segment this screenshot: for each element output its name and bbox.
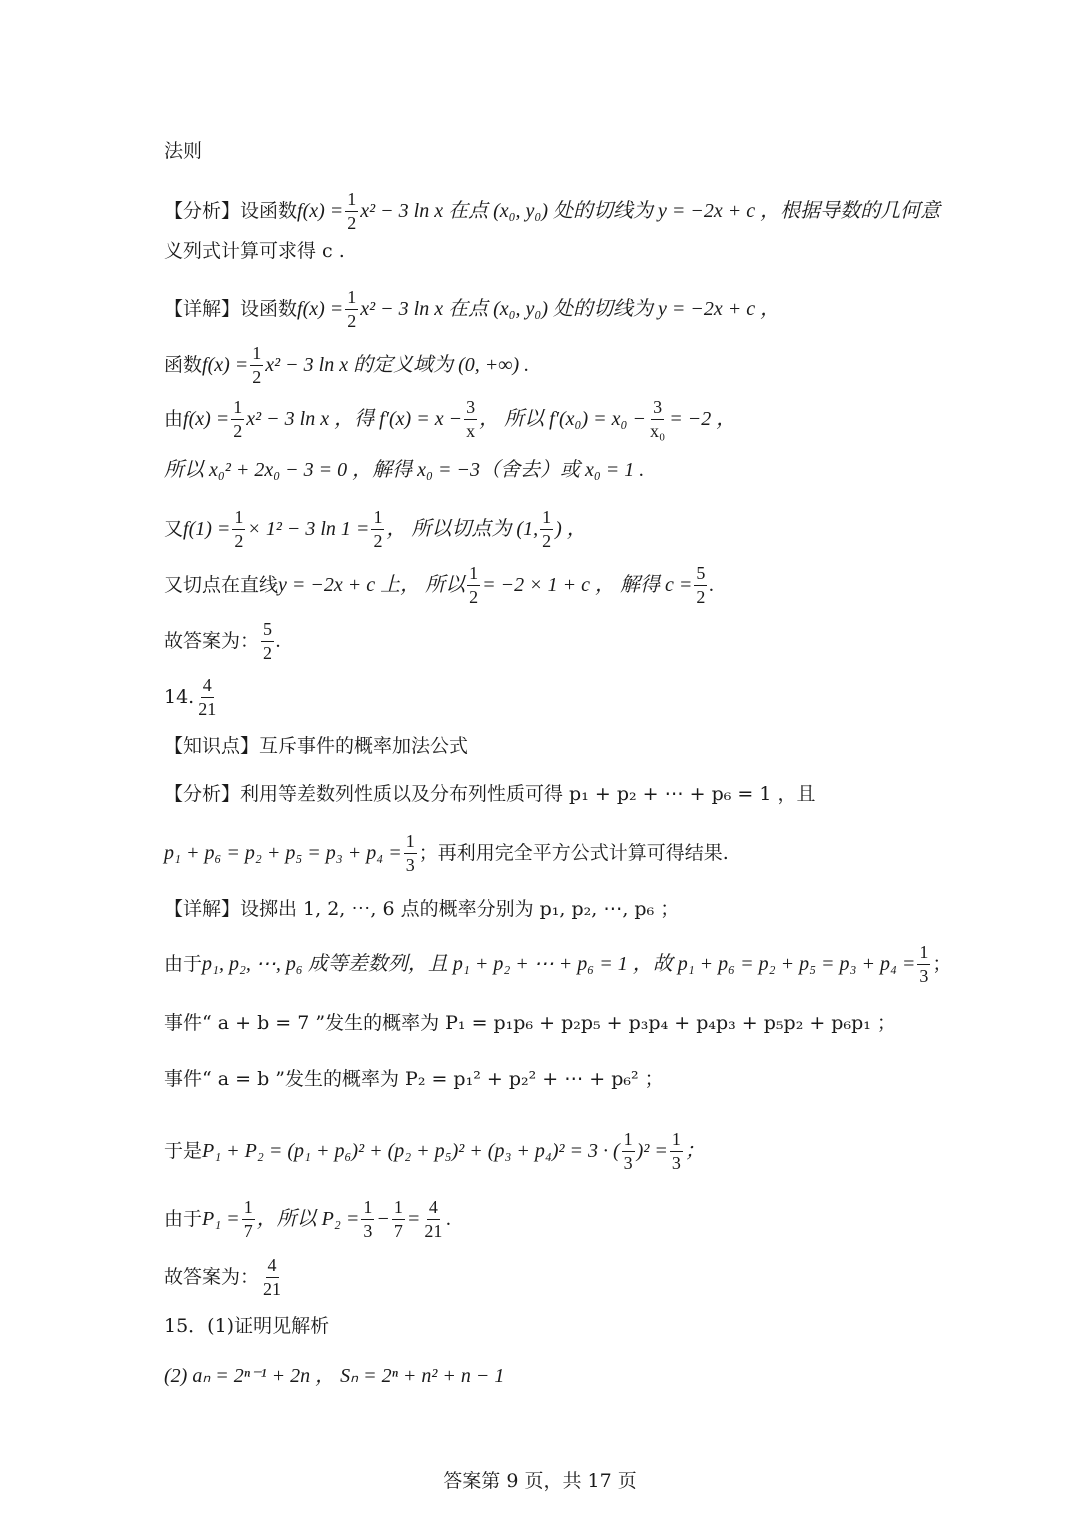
page-footer: 答案第 9 页，共 17 页 — [443, 1470, 637, 1492]
denominator: 2 — [234, 530, 244, 551]
denominator: 21 — [263, 1278, 282, 1299]
fraction — [464, 398, 477, 441]
formula: = −2 ， — [669, 408, 737, 431]
numerator: 5 — [694, 564, 707, 586]
question-15-line — [164, 1317, 960, 1336]
numerator: 1 — [231, 398, 244, 420]
formula: . — [446, 1208, 452, 1231]
text-line — [164, 737, 960, 756]
text: ；再利用完全平方公式计算可得结果. — [418, 841, 729, 864]
formula: . — [709, 574, 715, 597]
fraction — [467, 564, 480, 607]
formula: f(x) = — [202, 354, 249, 377]
numerator: 3 — [651, 398, 664, 420]
fraction — [622, 1130, 635, 1173]
fraction — [196, 676, 218, 719]
denominator: 2 — [347, 310, 357, 331]
denominator: 2 — [542, 530, 552, 551]
text: 故答案为： — [164, 629, 260, 652]
analysis-line — [164, 190, 960, 233]
numerator: 1 — [540, 508, 553, 530]
denominator: 2 — [252, 366, 262, 387]
text: ； — [932, 952, 952, 975]
formula: p₁, p₂, ⋯, p₆ 成等差数列，且 p₁ + p₂ + ⋯ + p₆ = 1 ，故 p₁ + p₆ = p₂ + p₅ = p₃ + p₄ = — [202, 953, 916, 976]
text-line — [164, 900, 960, 919]
fraction — [361, 1198, 374, 1241]
numerator: 1 — [917, 943, 930, 965]
denominator: x₀ — [649, 420, 666, 441]
denominator: x — [466, 420, 476, 441]
formula: f(x) = — [183, 408, 230, 431]
text: 故答案为： — [164, 1265, 260, 1288]
fraction — [694, 564, 707, 607]
numerator: 5 — [261, 620, 274, 642]
formula: P₁ + P₂ = (p₁ + p₆)² + (p₂ + p₅)² + (p₃ + p₄)² = 3 · ( — [202, 1140, 620, 1163]
formula: = — [406, 1208, 421, 1231]
text: 【详解】设掷出 1, 2, ⋯, 6 点的概率分别为 p₁, p₂, ⋯, p₆ ； — [164, 898, 680, 920]
fraction — [917, 943, 930, 986]
fraction — [250, 344, 263, 387]
formula: ，所以 P₂ = — [256, 1208, 360, 1231]
domain-line — [164, 344, 960, 387]
denominator: 2 — [373, 530, 383, 551]
formula: f(x) = — [297, 298, 344, 321]
text: 由于 — [164, 952, 203, 975]
formula: − — [376, 1208, 390, 1231]
sum-line — [164, 832, 960, 875]
numerator: 1 — [622, 1130, 635, 1152]
formula: ) ， — [555, 518, 587, 541]
fraction — [261, 1256, 283, 1299]
formula: ， 所以 f′(x₀) = x₀ − — [479, 408, 646, 431]
text: 由 — [164, 407, 184, 430]
text: 又切点在直线 — [164, 573, 279, 596]
formula: f(x) = — [297, 200, 344, 223]
tangent-point-line — [164, 508, 960, 551]
formula: ， 所以切点为 (1, — [386, 518, 539, 541]
denominator: 2 — [696, 586, 706, 607]
denominator: 3 — [623, 1152, 633, 1173]
formula: p₁ + p₆ = p₂ + p₅ = p₃ + p₄ = — [164, 842, 402, 865]
denominator: 3 — [405, 854, 415, 875]
denominator: 2 — [263, 642, 273, 663]
fraction — [404, 832, 417, 875]
sum-of-probabilities-line — [164, 1130, 960, 1173]
text: 义列式计算可求得 c . — [164, 240, 345, 262]
formula: . — [276, 630, 282, 653]
text-line — [164, 460, 960, 480]
numerator: 1 — [670, 1130, 683, 1152]
formula: x² − 3 ln x ，得 f′(x) = x − — [246, 408, 463, 431]
result-line — [164, 1198, 960, 1241]
numerator: 1 — [345, 288, 358, 310]
denominator: 7 — [393, 1220, 403, 1241]
fraction — [422, 1198, 444, 1241]
formula: x² − 3 ln x 在点 (x₀, y₀) 处的切线为 y = −2x + c ， — [360, 298, 781, 321]
fraction — [261, 620, 274, 663]
fraction — [345, 190, 358, 233]
answer-line — [164, 620, 960, 663]
text: 14. — [164, 685, 195, 708]
fraction — [648, 398, 667, 441]
answer-line — [164, 1256, 960, 1299]
detail-line — [164, 288, 960, 331]
text: 又 — [164, 517, 184, 540]
formula: )² = — [636, 1140, 668, 1163]
numerator: 1 — [361, 1198, 374, 1220]
numerator: 1 — [345, 190, 358, 212]
formula: × 1² − 3 ln 1 = — [247, 518, 370, 541]
denominator: 21 — [424, 1220, 443, 1241]
denominator: 3 — [671, 1152, 681, 1173]
fraction — [242, 1198, 255, 1241]
question-15-part2-line — [164, 1366, 960, 1386]
formula: f(1) = — [183, 518, 231, 541]
text-line — [164, 1014, 960, 1033]
denominator: 3 — [919, 965, 929, 986]
text: 于是 — [164, 1139, 203, 1162]
formula: ； — [684, 1140, 705, 1163]
solve-c-line — [164, 564, 960, 607]
fraction — [392, 1198, 405, 1241]
fraction — [345, 288, 358, 331]
denominator: 21 — [198, 698, 217, 719]
numerator: 1 — [404, 832, 417, 854]
text-line — [164, 142, 960, 161]
text-line — [164, 242, 960, 261]
numerator: 3 — [464, 398, 477, 420]
numerator: 1 — [232, 508, 245, 530]
formula: x² − 3 ln x 的定义域为 (0, +∞) . — [265, 354, 530, 377]
derivative-line — [164, 398, 960, 441]
text: 法则 — [164, 140, 203, 162]
denominator: 7 — [243, 1220, 253, 1241]
formula: y = −2x + c 上， 所以 — [278, 574, 466, 597]
text: 函数 — [164, 353, 203, 376]
numerator: 1 — [467, 564, 480, 586]
fraction — [371, 508, 384, 551]
text: 【分析】设函数 — [164, 199, 298, 222]
text: 事件“ a + b = 7 ”发生的概率为 P₁ = p₁p₆ + p₂p₅ + p₃p₄ + p₄p₃ + p₅p₂ + p₆p₁ ； — [164, 1012, 896, 1034]
numerator: 1 — [242, 1198, 255, 1220]
denominator: 2 — [233, 420, 243, 441]
numerator: 1 — [392, 1198, 405, 1220]
formula: x² − 3 ln x 在点 (x₀, y₀) 处的切线为 y = −2x + c ，根据导数的几何意 — [360, 200, 941, 223]
denominator: 3 — [363, 1220, 373, 1241]
text: 由于 — [164, 1207, 203, 1230]
denominator: 2 — [347, 212, 357, 233]
text: 【知识点】互斥事件的概率加法公式 — [164, 735, 469, 757]
numerator: 1 — [250, 344, 263, 366]
formula: 所以 x₀² + 2x₀ − 3 = 0 ，解得 x₀ = −3（舍去）或 x₀ = 1 . — [164, 459, 645, 481]
numerator: 4 — [201, 676, 214, 698]
fraction — [670, 1130, 683, 1173]
text: 【分析】利用等差数列性质以及分布列性质可得 p₁ + p₂ + ⋯ + p₆ = 1 ，且 — [164, 783, 816, 805]
fraction — [540, 508, 553, 551]
numerator: 4 — [266, 1256, 279, 1278]
formula: = −2 × 1 + c ， 解得 c = — [482, 574, 693, 597]
text: 15．(1)证明见解析 — [164, 1315, 330, 1337]
denominator: 2 — [469, 586, 479, 607]
numerator: 1 — [371, 508, 384, 530]
question-14-line — [164, 676, 960, 719]
numerator: 4 — [427, 1198, 440, 1220]
fraction — [232, 508, 245, 551]
formula: P₁ = — [202, 1208, 240, 1231]
text-line — [164, 785, 960, 804]
text-line — [164, 1070, 960, 1089]
text: 【详解】设函数 — [164, 297, 298, 320]
text: 事件“ a = b ”发生的概率为 P₂ = p₁² + p₂² + ⋯ + p₆² ； — [164, 1068, 664, 1090]
arith-seq-line — [164, 943, 960, 986]
formula: (2) aₙ = 2ⁿ⁻¹ + 2n ， Sₙ = 2ⁿ + n² + n − 1 — [164, 1365, 505, 1387]
fraction — [231, 398, 244, 441]
